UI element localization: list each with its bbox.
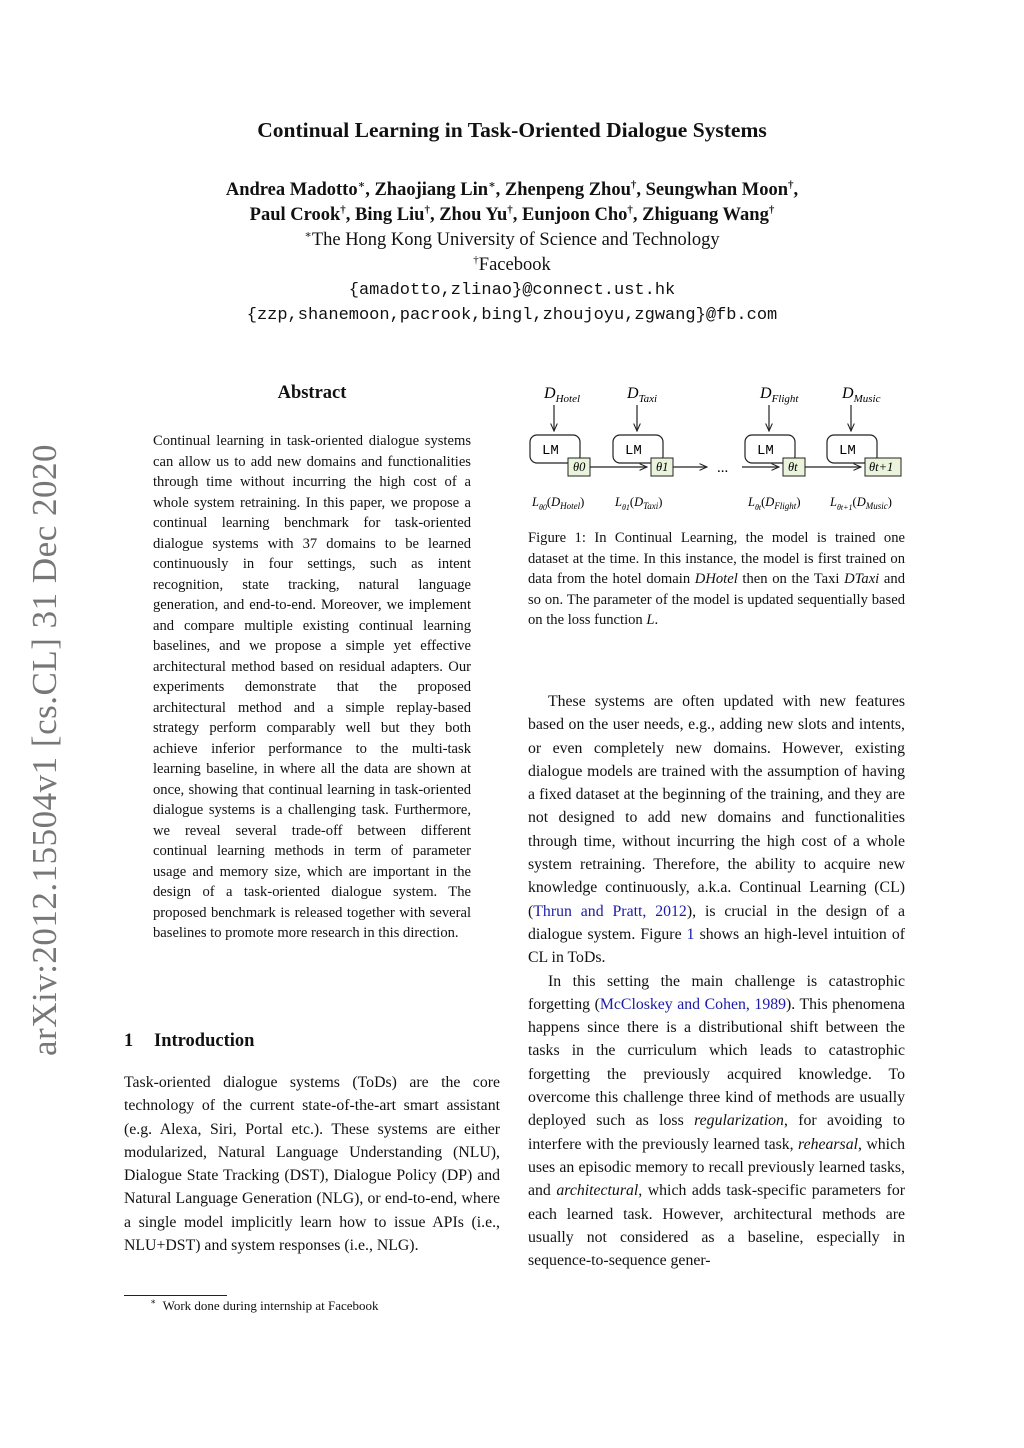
loss-label: $L_{\theta t+1}(D_{Music})$	[830, 495, 892, 512]
abstract-body: Continual learning in task-oriented dialogue systems can allow us to add new domains and functionalities through time without incurring the high cost of a whole system retraining. In this paper, we propose a continual learning benchmark for task-oriented dialogue systems with 37 domains to be learned continuously in four settings, such as intent recognition, state tracking, natural language generation, and end-to-end. Moreover, we implement and compare multiple existing continual learning baselines, and we propose a simple yet effective architectural method based on residual adapters. Our experiments demonstrate that the proposed architectural method and a simple replay-based strategy perform comparably well but they both achieve inferior performance to the multi-task learning baseline, in where all the data are shown at once, showing that continual learning in task-oriented dialogue systems is a challenging task. Furthermore, we reveal several trade-off between different continual learning methods in term of parameter usage and memory size, which are important in the design of a task-oriented dialogue system. The proposed benchmark is released together with several baselines to promote more research in this direction.	[153, 433, 471, 941]
dataset-label-music: $D_{Music}$	[842, 385, 881, 405]
ellipsis: ...	[717, 460, 729, 476]
paragraph: In this setting the main challenge is catastrophic forgetting (McCloskey and Cohen, 1989). This phenomena happens since there is a distributional shift between the tasks in the curriculum which leads to catastrophic forgetting the previously acquired knowledge. To overcome this challenge three kind of methods are usually deployed such as loss regularization, for avoiding to interfere with the previously learned task, rehearsal, which uses an episodic memory to recall previously learned tasks, and architectural, which adds task-specific parameters for each learned task. However, architectural methods are usually not considered as a baseline, especially in sequence-to-sequence gener-	[528, 972, 905, 1270]
author: Seungwhan Moon	[645, 180, 789, 200]
citation-link[interactable]: McCloskey and Cohen, 1989	[599, 995, 787, 1013]
section-number: 1	[124, 1031, 134, 1051]
footnote-rule	[124, 1295, 227, 1296]
dataset-label-hotel: $D_{Hotel}$	[544, 385, 581, 405]
figure-1-diagram	[527, 378, 907, 513]
param-label: θt+1	[869, 460, 894, 474]
author: Zhiguang Wang	[642, 205, 769, 225]
param-label: θ0	[573, 460, 586, 474]
author: Bing Liu	[355, 205, 425, 225]
figure-ref-link[interactable]: 1	[686, 925, 695, 943]
lm-label: LM	[757, 443, 774, 459]
affiliation-1: ∗The Hong Kong University of Science and Technology	[304, 228, 720, 250]
paragraph: Task-oriented dialogue systems (ToDs) are the core technology of the current state-of-the-art smart assistant (e.g. Alexa, Siri, Portal etc.). These systems are either modularized, Natural Language Understanding (NLU), Dialogue State Tracking (DST), Dialogue Policy (DP) and Natural Language Generation (NLG), or end-to-end, where a single model implicitly learn how to issue APIs (i.e., NLU+DST) and system responses (i.e., NLG).	[124, 1074, 500, 1255]
arxiv-stamp	[10, 444, 80, 1056]
email-line-2: {zzp,shanemoon,pacrook,bingl,zhoujoyu,zgwang}@fb.com	[246, 306, 778, 325]
paragraph: These systems are often updated with new features based on the user needs, e.g., adding new slots and intents, or even completely new domains. However, existing dialogue models are trained with the assumption of having a fixed dataset at the beginning of the training, and they are not designed to add new domains and functionalities through time, without incurring the high cost of a whole system retraining. Therefore, the ability to acquire new knowledge continuously, a.k.a. Continual Learning (CL) (Thrun and Pratt, 2012), is crucial in the design of a dialogue system. Figure 1 shows an high-level intuition of CL in ToDs.	[528, 693, 905, 967]
author: Zhaojiang Lin	[374, 180, 489, 200]
author: Zhou Yu	[439, 205, 508, 225]
abstract-heading: Abstract	[277, 383, 347, 403]
param-label: θt	[788, 460, 798, 474]
author: Paul Crook	[249, 205, 341, 225]
dataset-label-flight: $D_{Flight}$	[760, 385, 799, 405]
lm-label: LM	[542, 443, 559, 459]
section-title: Introduction	[154, 1031, 255, 1051]
introduction-body	[124, 1071, 500, 1257]
caption-label: Figure 1:	[528, 530, 586, 546]
right-column-body	[528, 690, 905, 1272]
section-heading	[124, 1031, 254, 1052]
author: Eunjoon Cho	[522, 205, 628, 225]
figure-1-caption: Figure 1: In Continual Learning, the model is trained one dataset at the time. In this instance, the model is first trained on data from the hotel domain DHotel then on the Taxi DTaxi and so on. The parameter of the model is updated sequentially based on the loss function L.	[528, 530, 905, 629]
author: Andrea Madotto	[225, 180, 358, 200]
dataset-label-taxi: $D_{Taxi}$	[627, 385, 658, 405]
lm-label: LM	[839, 443, 856, 459]
email-line-1: {amadotto,zlinao}@connect.ust.hk	[348, 281, 676, 300]
affiliation-2: †Facebook	[473, 253, 551, 275]
author-block	[0, 178, 1024, 328]
paper-title: Continual Learning in Task-Oriented Dialogue Systems	[257, 118, 767, 142]
footnote: ∗ Work done during internship at Facebook	[150, 1296, 379, 1313]
loss-label: $L_{\theta t}(D_{Flight})$	[748, 495, 801, 512]
citation-link[interactable]: Thrun and Pratt, 2012	[533, 902, 687, 920]
author: Zhenpeng Zhou	[504, 180, 631, 200]
lm-label: LM	[625, 443, 642, 459]
author-line-1: Andrea Madotto∗, Zhaojiang Lin∗, Zhenpeng Zhou†, Seungwhan Moon†,	[225, 178, 799, 200]
loss-label: $L_{\theta 0}(D_{Hotel})$	[532, 495, 585, 512]
arxiv-stamp-text: arXiv:2012.15504v1 [cs.CL] 31 Dec 2020	[25, 444, 64, 1056]
param-label: θ1	[656, 460, 669, 474]
loss-label: $L_{\theta 1}(D_{Taxi})$	[615, 495, 663, 512]
author-line-2: Paul Crook†, Bing Liu†, Zhou Yu†, Eunjoon Cho†, Zhiguang Wang†	[249, 203, 775, 225]
